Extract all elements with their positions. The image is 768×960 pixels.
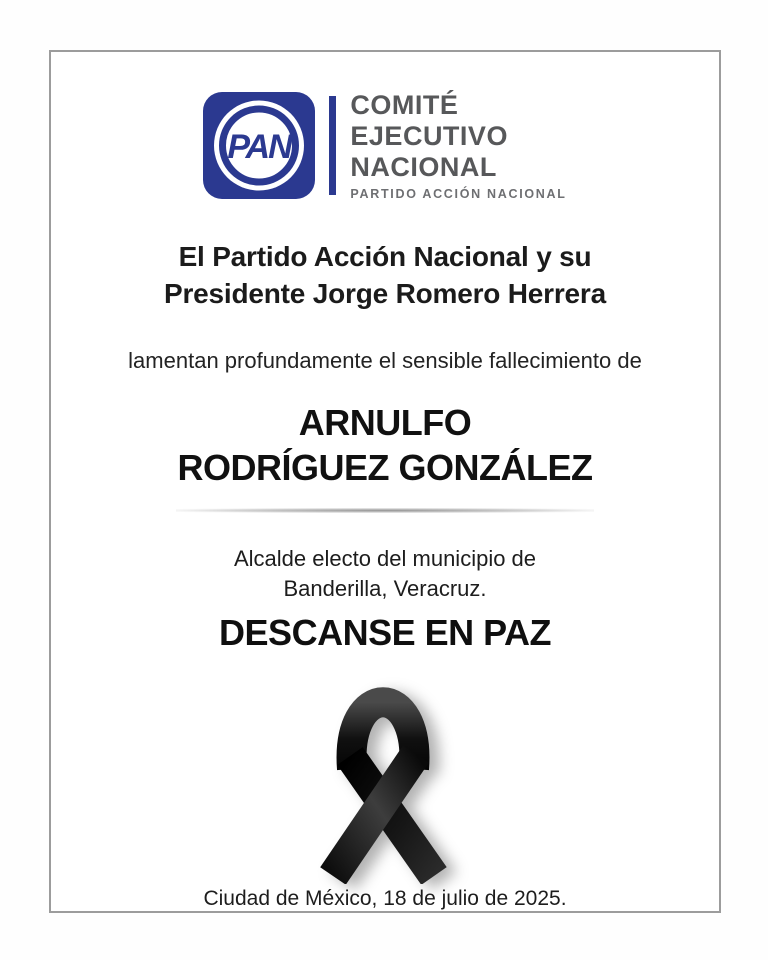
org-name-line3: NACIONAL	[350, 152, 497, 182]
announcement-title-line2: Presidente Jorge Romero Herrera	[164, 278, 606, 309]
lament-text: lamentan profundamente el sensible fallecimiento de	[128, 348, 642, 373]
deceased-role	[51, 544, 719, 604]
header	[51, 90, 719, 201]
announcement-title	[51, 238, 719, 312]
deceased-name-line2: RODRÍGUEZ GONZÁLEZ	[177, 447, 593, 488]
org-name-line1: COMITÉ	[350, 90, 459, 120]
pan-logo-text: PAN	[227, 128, 292, 166]
shadow-divider	[176, 508, 594, 513]
announcement-title-line1: El Partido Acción Nacional y su	[178, 241, 592, 272]
pan-logo-icon	[203, 92, 315, 199]
org-name-line2: EJECUTIVO	[350, 121, 508, 151]
org-name-block	[350, 90, 566, 201]
dateline: Ciudad de México, 18 de julio de 2025.	[203, 887, 567, 910]
logo-separator-bar	[329, 96, 336, 195]
mourning-ribbon-icon	[297, 666, 473, 884]
deceased-name	[51, 400, 719, 490]
deceased-role-line2: Banderilla, Veracruz.	[283, 576, 487, 601]
deceased-name-line1: ARNULFO	[298, 402, 472, 443]
deceased-role-line1: Alcalde electo del municipio de	[233, 546, 537, 571]
farewell-text: DESCANSE EN PAZ	[219, 612, 551, 653]
org-subtitle: PARTIDO ACCIÓN NACIONAL	[350, 187, 567, 201]
memorial-card	[49, 50, 721, 913]
